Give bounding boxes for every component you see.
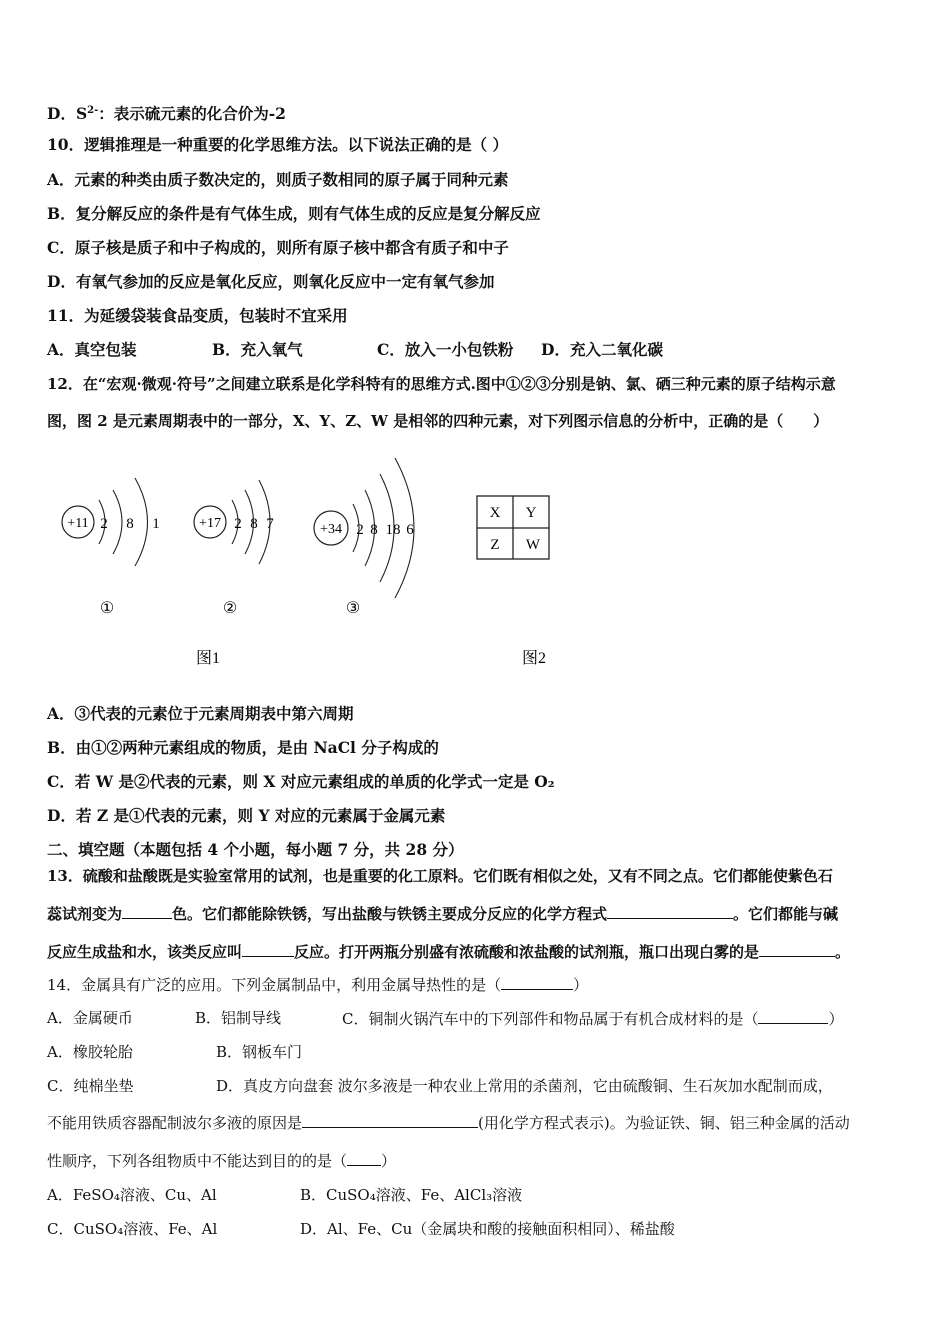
q13-blank-white-fog[interactable] [759,940,835,957]
atom3-label: ③ [345,600,361,617]
q11-option-d: D．充入二氧化碳 [541,340,663,359]
atom2-shell2: 8 [250,516,258,532]
atom1-nucleus: +11 [67,516,89,531]
q14-row5: 性顺序，下列各组物质中不能达到目的的是（ ） [47,1149,396,1172]
q9-option-d: D．$S^{2-}$：表示硫元素的化合价为-2 [47,104,286,124]
atom-structure-2 [194,480,274,617]
q11-option-a: A．真空包装 [47,340,137,359]
q13-line3: 反应生成盐和水，该类反应叫 反应。打开两瓶分别盛有浓硫酸和浓盐酸的试剂瓶，瓶口出现白雾的是 。 [47,940,850,963]
q10-option-b: B．复分解反应的条件是有气体生成，则有气体生成的反应是复分解反应 [47,204,541,223]
q13-blank-reaction-type[interactable] [242,940,294,957]
atom1-shell2: 8 [126,516,134,532]
atom-structure-1 [62,478,160,617]
q13-line2: 蕊试剂变为 色。它们都能除铁锈，写出盐酸与铁锈主要成分反应的化学方程式 。它们都能与碱 [47,902,838,925]
q12-option-d: D．若 Z 是①代表的元素，则 Y 对应的元素属于金属元素 [47,806,446,825]
atom1-label: ① [99,600,115,617]
q10-option-a: A．元素的种类由质子数决定的，则质子数相同的原子属于同种元素 [47,170,509,189]
atom3-nucleus: +34 [320,522,342,537]
q12-stem-line1: 12．在“宏观·微观·符号”之间建立联系是化学科特有的思维方式.图中①②③分别是钠、氯、硒三种元素的原子结构示意 [47,375,836,393]
atom2-nucleus: +17 [199,516,221,531]
q12-stem-line2: 图，图 2 是元素周期表中的一部分，X、Y、Z、W 是相邻的四种元素，对下列图示信息的分析中，正确的是（ ） [47,412,829,430]
q14-row1-c: C．铜制火锅汽车中的下列部件和物品属于有机合成材料的是（ ） [342,1007,844,1030]
q14-row1-a: A．金属硬币 [47,1009,133,1027]
q10-stem: 10．逻辑推理是一种重要的化学思维方法。以下说法正确的是（ ） [47,135,508,154]
figure2-caption: 图2 [521,650,547,667]
q11-option-c: C．放入一小包铁粉 [377,340,514,359]
q13-line1: 13．硫酸和盐酸既是实验室常用的试剂，也是重要的化工原料。它们既有相似之处，又有不同之点。它们都能使紫色石 [47,867,833,885]
q10-option-c: C．原子核是质子和中子构成的，则所有原子核中都含有质子和中子 [47,238,509,257]
q13-blank-color[interactable] [122,902,172,919]
q14-stem: 14．金属具有广泛的应用。下列金属制品中，利用金属导热性的是（ ） [47,973,588,996]
q14-blank-2[interactable] [758,1007,828,1024]
q14-row4: 不能用铁质容器配制波尔多液的原因是 (用化学方程式表示)。为验证铁、铜、铝三种金属的活动 [47,1111,850,1134]
atom2-shell3: 7 [266,516,274,532]
atom-structure-3 [314,458,414,617]
cell-x: X [489,505,501,521]
q12-option-a: A．③代表的元素位于元素周期表中第六周期 [47,704,354,723]
cell-y: Y [525,505,537,521]
q14-row2-a: A．橡胶轮胎 [47,1043,133,1061]
atom3-shell1: 2 [356,522,364,538]
atom1-shell1: 2 [100,516,108,532]
atom2-label: ② [222,600,238,617]
q14-option-a: A．FeSO₄溶液、Cu、Al [47,1186,217,1204]
q14-blank-3[interactable] [302,1111,478,1128]
q14-option-b: B．CuSO₄溶液、Fe、AlCl₃溶液 [300,1186,523,1204]
q11-option-b: B．充入氧气 [212,340,303,359]
q12-option-c: C．若 W 是②代表的元素，则 X 对应元素组成的单质的化学式一定是 O₂ [47,772,555,791]
atom2-shell1: 2 [234,516,242,532]
q14-option-c: C．CuSO₄溶液、Fe、Al [47,1220,218,1238]
atom3-shell4: 6 [406,522,414,538]
cell-w: W [525,537,541,553]
q13-blank-equation[interactable] [607,902,733,919]
cell-z: Z [490,537,500,553]
q14-row1-b: B．铝制导线 [195,1009,282,1027]
q14-blank-1[interactable] [501,973,573,990]
q14-option-d: D．Al、Fe、Cu（金属块和酸的接触面积相同）、稀盐酸 [300,1220,675,1238]
q12-option-b: B．由①②两种元素组成的物质，是由 NaCl 分子构成的 [47,738,439,757]
periodic-table-fragment [477,496,549,559]
q14-blank-4[interactable] [347,1149,381,1166]
q14-row3-a: C．纯棉坐垫 [47,1077,134,1095]
section-heading: 二、填空题（本题包括 4 个小题，每小题 7 分，共 28 分） [47,840,464,859]
atom3-shell2: 8 [370,522,378,538]
q14-row3-b: D．真皮方向盘套 波尔多液是一种农业上常用的杀菌剂，它由硫酸铜、生石灰加水配制而成， [216,1077,833,1095]
atom1-shell3: 1 [152,516,160,532]
q14-row2-b: B．钢板车门 [216,1043,303,1061]
q10-option-d: D．有氧气参加的反应是氧化反应，则氧化反应中一定有氧气参加 [47,272,495,291]
q11-stem: 11．为延缓袋装食品变质，包装时不宜采用 [47,306,348,325]
q12-figure [0,450,950,690]
atom3-shell3: 18 [385,522,401,538]
figure1-caption: 图1 [195,650,221,667]
